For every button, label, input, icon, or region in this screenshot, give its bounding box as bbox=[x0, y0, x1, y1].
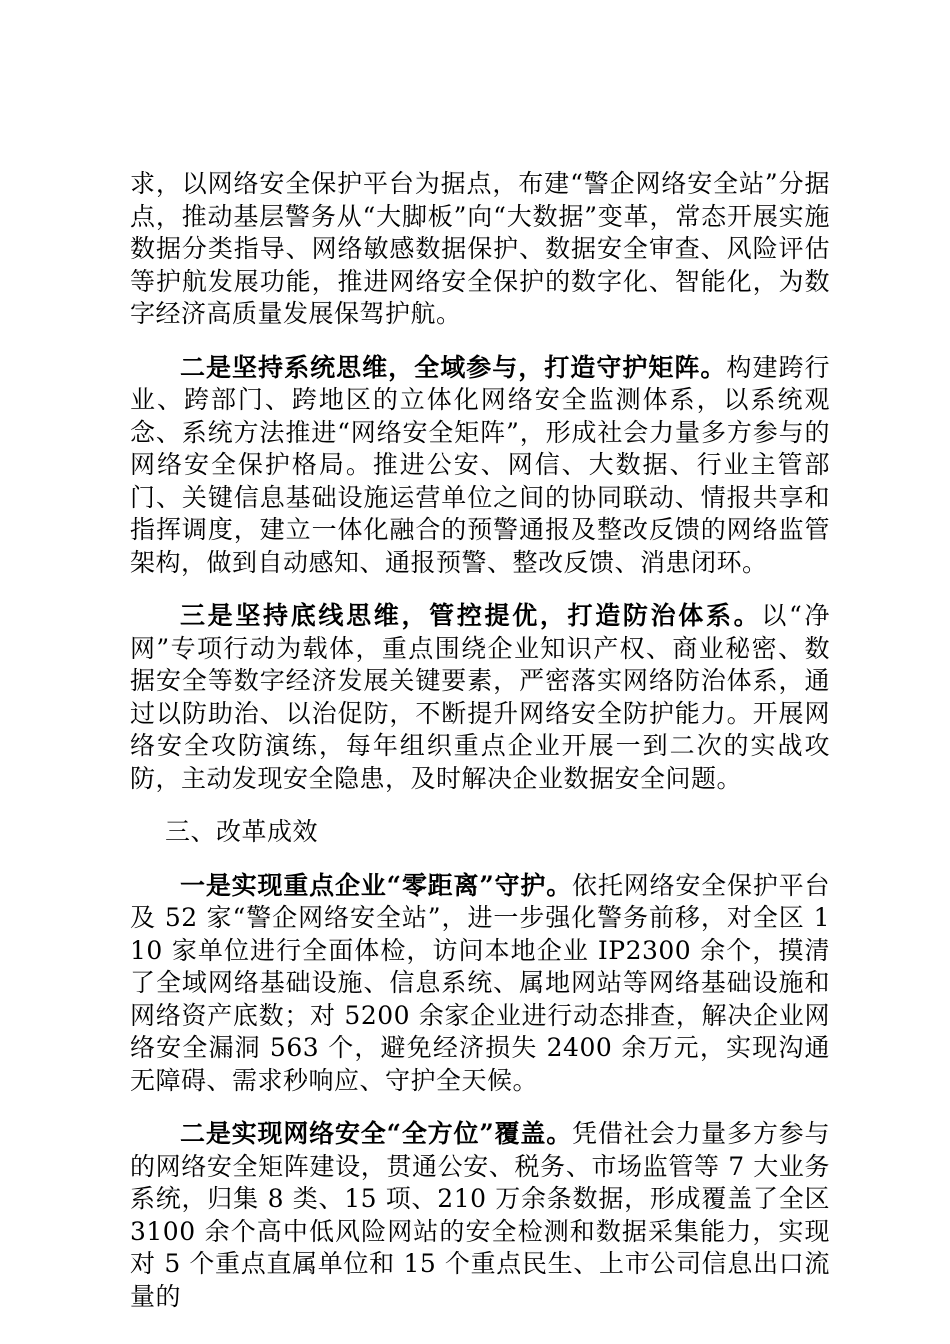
paragraph-text: 依托网络安全保护平台及 52 家“警企网络安全站”，进一步强化警务前移，对全区 110 家单位进行全面体检，访问本地企业 IP2300 余个，摸清了全域网络基础设施、信息系统、属地网站等网络基础设施和网络资产底数；对 5200 余家企业进行动态排查，解决企业网络安全漏洞 563 个，避免经济损失 2400 余万元，实现沟通无障碍、需求秒响应、守护全天候。 bbox=[130, 870, 830, 1095]
paragraph-continuation bbox=[130, 168, 830, 331]
paragraph-text: 构建跨行业、跨部门、跨地区的立体化网络安全监测体系，以系统观念、系统方法推进“网络安全矩阵”，形成社会力量多方参与的网络安全保护格局。推进公安、网信、大数据、行业主管部门、关键信息基础设施运营单位之间的协同联动、情报共享和指挥调度，建立一体化融合的预警通报及整改反馈的网络监管架构，做到自动感知、通报预警、整改反馈、消患闭环。 bbox=[130, 352, 830, 577]
paragraph-bottom-line-thinking bbox=[130, 600, 830, 795]
paragraph-lead: 一是实现重点企业“零距离”守护。 bbox=[180, 870, 573, 900]
section-heading: 三、改革成效 bbox=[165, 817, 319, 846]
paragraph-text: 求，以网络安全保护平台为据点，布建“警企网络安全站”分据点，推动基层警务从“大脚板”向“大数据”变革，常态开展实施数据分类指导、网络敏感数据保护、数据安全审查、风险评估等护航发展功能，推进网络安全保护的数字化、智能化，为数字经济高质量发展保驾护航。 bbox=[130, 169, 830, 328]
document-page bbox=[130, 168, 830, 1334]
paragraph-system-thinking bbox=[130, 352, 830, 580]
paragraph-text: 以“净网”专项行动为载体，重点围绕企业知识产权、商业秘密、数据安全等数字经济发展关键要素，严密落实网络防治体系，通过以防助治、以治促防，不断提升网络安全防护能力。开展网络安全攻防演练，每年组织重点企业开展一到二次的实战攻防，主动发现安全隐患，及时解决企业数据安全问题。 bbox=[130, 601, 830, 793]
paragraph-lead: 二是实现网络安全“全方位”覆盖。 bbox=[180, 1119, 573, 1148]
paragraph-zero-distance bbox=[130, 870, 830, 1098]
paragraph-full-coverage bbox=[130, 1118, 830, 1313]
paragraph-text: 凭借社会力量多方参与的网络安全矩阵建设，贯通公安、税务、市场监管等 7 大业务系统，归集 8 类、15 项、210 万余条数据，形成覆盖了全区 3100 余个高中低风险网站的安全检测和数据采集能力，实现对 5 个重点直属单位和 15 个重点民生、上市公司信息出口流量的 bbox=[130, 1119, 830, 1311]
paragraph-lead: 二是坚持系统思维，全域参与，打造守护矩阵。 bbox=[180, 352, 727, 382]
paragraph-lead: 三是坚持底线思维，管控提优，打造防治体系。 bbox=[180, 601, 762, 630]
